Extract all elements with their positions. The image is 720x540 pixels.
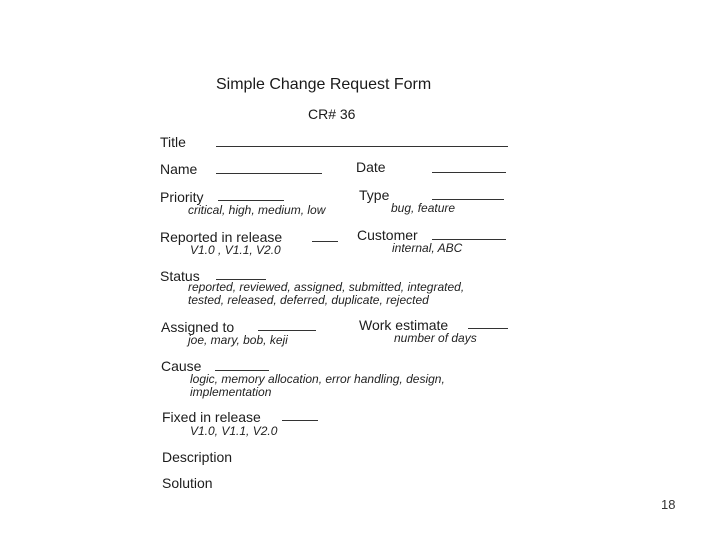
- fixed-in-release-label: Fixed in release: [162, 409, 261, 425]
- customer-label: Customer: [357, 227, 418, 243]
- reported-in-release-options: V1.0 , V1.1, V2.0: [190, 243, 281, 257]
- work-estimate-label: Work estimate: [359, 317, 449, 333]
- status-options-line1: reported, reviewed, assigned, submitted, integrated,: [188, 280, 465, 294]
- type-label: Type: [359, 187, 390, 203]
- reported-in-release-label: Reported in release: [160, 229, 283, 245]
- status-options-line2: tested, released, deferred, duplicate, rejected: [188, 293, 429, 307]
- type-options: bug, feature: [391, 201, 456, 215]
- fixed-in-release-options: V1.0, V1.1, V2.0: [190, 424, 278, 438]
- cr-number: CR# 36: [308, 106, 356, 122]
- cause-label: Cause: [161, 358, 202, 374]
- form-title: Simple Change Request Form: [216, 76, 432, 93]
- cause-options-line2: implementation: [190, 385, 272, 399]
- type-blank: [432, 199, 504, 200]
- date-label: Date: [356, 159, 386, 175]
- reported-in-release-blank: [312, 241, 338, 242]
- customer-options: internal, ABC: [392, 241, 463, 255]
- name-label: Name: [160, 161, 198, 177]
- assigned-to-label: Assigned to: [161, 319, 235, 335]
- priority-label: Priority: [160, 189, 204, 205]
- assigned-to-options: joe, mary, bob, keji: [188, 333, 288, 347]
- work-estimate-hint: number of days: [394, 331, 477, 345]
- page-number: 18: [661, 497, 676, 512]
- priority-options: critical, high, medium, low: [188, 203, 326, 217]
- name-blank: [216, 173, 322, 174]
- title-blank: [216, 146, 508, 147]
- description-label: Description: [162, 449, 233, 465]
- priority-blank: [218, 200, 284, 201]
- date-blank: [432, 172, 506, 173]
- cause-options-line1: logic, memory allocation, error handling, design,: [190, 372, 445, 386]
- customer-blank: [432, 239, 506, 240]
- fixed-in-release-blank: [282, 420, 318, 421]
- solution-label: Solution: [162, 475, 213, 491]
- title-label: Title: [160, 134, 186, 150]
- cause-blank: [215, 370, 269, 371]
- status-label: Status: [160, 268, 200, 284]
- work-estimate-blank: [468, 328, 508, 329]
- assigned-to-blank: [258, 330, 316, 331]
